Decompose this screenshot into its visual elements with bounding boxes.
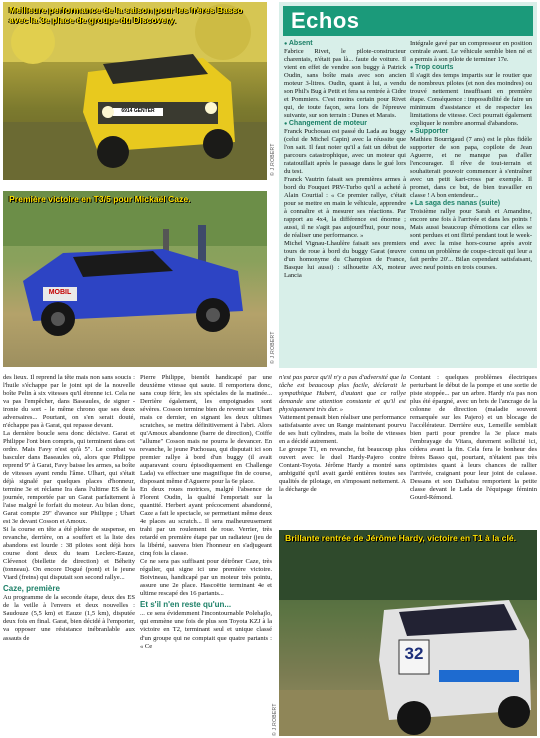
buggy-illustration — [3, 191, 267, 367]
article-column-middle — [140, 374, 272, 651]
photo-caption: Meilleure performance de la saison pour les frères Basso avec la 3e place de groupe du Discovery. — [9, 5, 243, 25]
echo-text: Mathieu Bourrigaud (7 ans) est le plus fidèle supporter de son papa, copilote de Jean Aguerre, et ne manque pas d'aller l'encourager. Il rêve de tout-terrain et souhaiterait pouvoir commencer à s'entraîner avec un petit kart-cross par exemple. Il promet, dans ce but, de bien travailler en classe ! A bon entendeur... — [410, 136, 532, 200]
echo-heading: ● Trop courts — [410, 64, 532, 72]
echos-header — [283, 6, 533, 36]
article-paragraph: des lieux. Il reprend la tête mais non sans soucis : l'huile s'échappe par le joint spi de la nouvelle boîte Pelin à six vitesses qu'il étrenne ici. Cela ne va pas l'empêcher, dans Baseaules, de signer - ironie du sort - le même chrono que ses deux adversaires... Pourtant, on s'en serait douté, n'échappe pas à Garat, qui repasse devant. — [3, 374, 135, 430]
article-paragraph: Vattement pensait bien réaliser une performance satisfaisante avec un Range maintenant pourvu de ses huit cylindres, mais la boîte de vitesses en a décidé autrement. — [279, 414, 406, 446]
article-paragraph: Contant : quelques problèmes électriques perturbant le début de la pompe et une sortie de piste stoppée... par un arbre. Hardy n'a pas non plus été épargné, avec un bris de l'ancrage de la colonne de direction (maladie souvent remarquée sur les Pajero) et un blocage de l'accélérateur. Derrière eux, Lemeille semblait bien parti pour prendre la 3e place mais l'embrayage du Vitara, durement sollicité ici, cédera avant la fin. Cela fera le bonheur des frères Basso qui, pourtant, n'étaient pas très optimistes quant à leurs chances de rallier l'arrivée, craignant pour leur joint de culasse. Dessans et son Daihatsu remportent la petite classe devant le Lada de l'équipage féminin Gourd-Rémond. — [410, 374, 537, 502]
article-column-right-b — [410, 374, 537, 502]
echo-text: Il s'agit des temps impartis sur le routier que de nombreux pilotes (et non des moindres) ou trouvé nettement insuffisant en première étape. Conséquence : impossibilité de faire un minimum d'assistance et de respecter les limitations de vitesse. Ceci pourrait également expliquer le nombre anormal d'abandons. — [410, 72, 532, 128]
article-quote: n'est pas parce qu'il n'y a pas d'adversité que la tâche est beaucoup plus facile, déclarait le sympathique Hubert, d'autant que ce rallye demande une attention constante et qu'il est physiquement très dur. » — [279, 374, 406, 414]
echo-heading: ● Changement de moteur — [284, 120, 406, 128]
echo-text: Franck Vautrin faisait ses premières armes à bord du Fouquet PRV-Turbo qu'il a acheté à Alain Courtial : « Ce premier rallye, c'était pour se mettre en main le véhicule, apprendre à connaître et à mesurer ses réactions. Par rapport au 4x4, la différence est énorme ; aussi, il ne s'agit pas aujourd'hui, pour nous, de réaliser une performance. » — [284, 176, 406, 240]
photo-basso-discovery — [3, 2, 267, 180]
article-paragraph: Au programme de la seconde étape, deux des ES de la veille à l'envers et deux nouvelles : Saudouze (5,5 km) et Eauze (1,5 km), disputée deux fois en final. Garat, bien décidé à l'emporter, va opposer une résistance inébranlable aux assauts de — [3, 594, 135, 642]
article-paragraph: Pierre Philippe, bientôt handicapé par une deuxième vitesse qui saute. Il remportera donc, sans coup férir, les six spéciales de la matinée... Derrière également, les empoignades sont sévères. Cosson termine bien de revenir sur Uhart mais ce dernier, en signant les deux ultimes scratches, se mettra définitivement à l'abri. Alors qu'Amoux abandonne (barre de direction), Coiffe "allume" Cosson mais ne pourra le devancer. En revanche, le jeune Puchouau, qui disputait ici son premier rallye à bord d'un buggy (il avait auparavant couru épisodiquement en Challenge Lada) va effectuer une magnifique fin de course, disposant même d'Aguerre pour la 6e place. — [140, 374, 272, 486]
echo-text: Franck Puchouau est passé du Lada au buggy (celui de Michel Capin) avec la réussite que l'on sait. Il faut noter qu'il a fait un début de parcours catastrophique, avec un moteur qui ratatouillait après le passage dans le gué lors du test. — [284, 128, 406, 176]
license-plate: 6914 GENTER — [121, 108, 155, 114]
echo-text: Troisième rallye pour Sarah et Amandine, encore une fois à l'arrivée et dans les points ! Mais aussi beaucoup d'émotions car elles se sont perdues et ont flirté pendant tout le week-end avec la mise hors-course après avoir connu un problème de coupe-circuit qui leur a fait perdre 20'... Bilan cependant satisfaisant, avec neuf points en trois courses. — [410, 208, 532, 272]
photo-hardy-pajero — [279, 530, 537, 736]
echos-title: Echos — [291, 8, 360, 33]
article-paragraph: ... ce sera évidemment l'incontournable Polehajlo, qui emmène une fois de plus son Toyota KZJ à la victoire en T2, terminant seul et unique classé d'un groupe qui ne comptait que quatre partants : « Ce — [140, 610, 272, 650]
photo-caption: Brillante rentrée de Jérôme Hardy, victoire en T1 à la clé. — [285, 533, 517, 543]
echos-column-1 — [284, 40, 406, 280]
echos-column-2 — [410, 40, 532, 272]
section-heading: Et s'il n'en reste qu'un... — [140, 600, 232, 610]
discovery-illustration — [3, 2, 267, 180]
article-paragraph: La dernière boucle sera donc décisive. Garat et Philippe l'ont bien compris, qui terminent dans cet ordre. Mais Favy n'est qu'à 5". Le combat va basculer dans Baseaules où, alors que Philippe reprend 9" à Garat, Favy baisse les armes, sa boîte de vitesses ayant rendu l'âme. Ulhart, qui s'était déjà signalé par quelques places d'honneur, termine 3e et réclame Ira dans l'ultime ES de la journée, remportée par un Garat parfaitement à l'aise malgré le forfait du moteur. Au bilan donc, Garat compte 29" d'avance sur Philippe ; Uhart est 3e devant Cosson et Amoux. — [3, 430, 135, 526]
article-column-left — [3, 374, 135, 643]
article-paragraph: Le groupe T1, en revanche, fut beaucoup plus ouvert avec le duel Hardy-Pajero contre Contant-Toyota. Jérôme Hardy a montré sans ambiguïté qu'il avait gardé entières toutes ses qualités de pilotage, en s'imposant nettement. A la décharge de — [279, 446, 406, 494]
article-paragraph: En deux roues motrices, malgré l'absence de Florent Oudin, la qualité l'emportait sur la quantité. Herbert ayant précocement abandonné, Caze a fait le spectacle, se permettant même deux 4e places au scratch... Il sera malheureusement trahi par un roulement de roue. Verrier, très retardé en première étape par un radiateur (jeu de la libérté, sauvera bien l'honneur en s'adjugeant cinq fois la classe. — [140, 486, 272, 558]
echo-text: Intégrale gavé par un compresseur en position centrale avant. Le véhicule semble bien né et a permis à son pilote de terminer 17e. — [410, 40, 532, 64]
echo-text: Fabrice Rivet, le pilote-constructeur charentais, n'était pas là... faute de voiture. Il vient en effet de vendre son buggy à Patrick Oudin, sans boîte mais avec son ancien moteur 3-litres. Oudin, quant à lui, a vendu son Phil's Bug à Petit et fera sa rentrée à Cidre et Pommiers. C'est moins certain pour Rivet qui, de toute façon, sera lors de l'épreuve suivante, sur son terrain : Dunes et Marais. — [284, 48, 406, 120]
pajero-illustration — [279, 530, 537, 736]
echos-box — [279, 2, 537, 368]
article-paragraph: Si la course en tête a été pleine de suspense, en revanche, derrière, on a souffert et la liste des abandons est lourde : 38 pilotes sont déjà hors course dont deux du team Leclerc-Eauze, Clévenot (biellette de direction) et Béheity (tonneau). On encore Dogué (pont) et le jeune Viard (freins) qui disputait son second rallye... — [3, 526, 135, 582]
article-paragraph: Ce ne sera pas suffisant pour détrôner Caze, très régulier, qui signe ici une première victoire. Boivineau, handicapé par un moteur très pointu, assure une 2e place. Hascoëtte terminant 4e et ultime rescapé des 16 partants... — [140, 558, 272, 598]
photo-caze-buggy — [3, 191, 267, 367]
photo-caption: Première victoire en T3/5 pour Mickaël Caze. — [9, 194, 191, 204]
sponsor-decal: MOBIL — [48, 289, 72, 296]
echo-text: Michel Vignau-Lhaulère faisait ses premiers tours de roue à bord du buggy Garat (œuvre d'un homonyme du Champion de France, Basque lui aussi) : silhouette AX, moteur Lancia — [284, 240, 406, 280]
photo-credit: © J.ROBERT — [272, 703, 278, 736]
race-number: 32 — [404, 644, 424, 663]
echo-heading: ● Supporter — [410, 128, 532, 136]
photo-credit: © J.ROBERT — [270, 331, 276, 364]
section-heading: Caze, première — [3, 584, 60, 594]
article-column-right-a — [279, 374, 406, 494]
echo-heading: ● Absent — [284, 40, 406, 48]
photo-credit: © J.ROBERT — [270, 143, 276, 176]
echo-heading: ● La saga des nanas (suite) — [410, 200, 532, 208]
